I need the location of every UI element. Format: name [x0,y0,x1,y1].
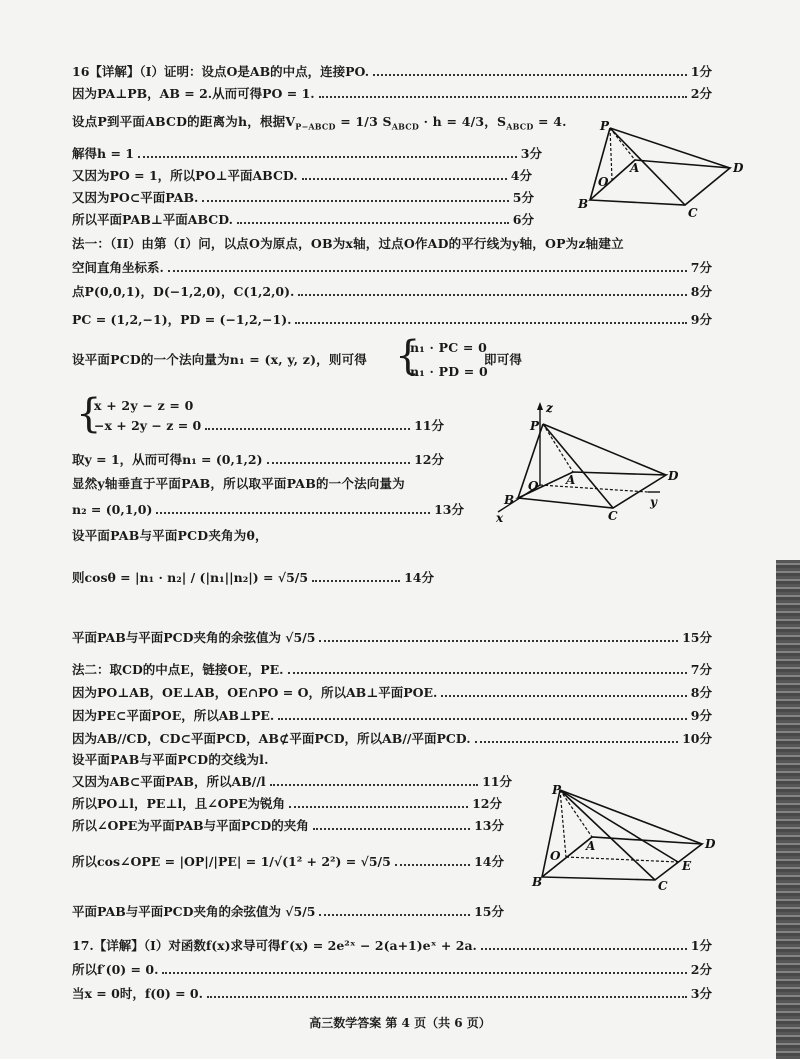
leader-dots [313,828,470,830]
leader-dots [278,718,687,720]
line-29 [72,902,504,920]
score-4: 4分 [510,168,532,183]
line-7-text: 所以平面PAB⊥平面ABCD. [72,212,233,227]
score-11: 11分 [414,418,444,433]
fig1-label-D: D [733,161,744,175]
line-3-rest3: = 4. [538,114,567,129]
score-m2-9: 9分 [690,708,712,723]
line-18 [72,568,434,586]
line-12 [72,352,367,368]
line-2-text: 因为PA⊥PB，AB = 2.从而可得PO = 1. [72,86,315,101]
fig1-label-B: B [578,197,589,211]
line-31-text: 所以f′(0) = 0. [72,962,159,977]
line-28 [72,852,504,870]
pyramid-figure-3 [530,782,720,896]
score-17-3: 3分 [690,986,712,1001]
leader-dots [138,156,517,158]
fig2-label-y: y [650,495,657,509]
line-21 [72,683,712,701]
line-17: 设平面PAB与平面PCD夹角为θ， [72,528,268,543]
brace-2: { [76,391,102,437]
line-27-text: 所以∠OPE为平面PAB与平面PCD的夹角 [72,818,309,833]
score-17-2: 2分 [690,962,712,977]
leader-dots [475,741,679,743]
line-32 [72,984,712,1002]
fig2-label-z: z [546,401,553,415]
line-3-sub3: ABCD [506,121,534,132]
leader-dots [267,462,411,464]
leader-dots [395,864,470,866]
line-23 [72,729,712,747]
leader-dots [205,428,410,430]
line-8: 法一：（II）由第（I）问，以点O为原点，OB为x轴，过点O作AD的平行线为y轴，OP为z轴建立 [72,236,624,251]
fig2-label-B: B [504,493,515,507]
score-m2-12: 12分 [472,796,502,811]
fig2-label-A: A [566,473,576,487]
score-m2-11: 11分 [482,774,512,789]
line-3-sub2: ABCD [391,121,419,132]
line-21-text: 因为PO⊥AB，OE⊥AB，OE∩PO = O，所以AB⊥平面POE. [72,685,438,700]
fig2-label-O: O [528,479,539,493]
line-26-text: 所以PO⊥l，PE⊥l，且∠OPE为锐角 [72,796,286,811]
leader-dots [319,96,687,98]
fig3-label-D: D [705,837,716,851]
fig1-label-P: P [600,120,610,133]
fig2-label-C: C [608,509,618,523]
line-31 [72,960,712,978]
leader-dots [312,580,400,582]
line-20-text: 法二：取CD的中点E，链接OE，PE. [72,662,284,677]
page-footer: 高三数学答案 第 4 页（共 6 页） [309,1016,491,1030]
score-5: 5分 [512,190,534,205]
leader-dots [373,74,687,76]
line-3-sub: P−ABCD [295,121,336,132]
scan-edge-shadow [776,560,800,1059]
line-14 [72,450,444,468]
leader-dots [237,222,509,224]
leader-dots [289,806,468,808]
line-22 [72,706,712,724]
line-23-text: 因为AB//CD，CD⊂平面PCD，AB⊄平面PCD，所以AB//平面PCD. [72,731,471,746]
line-27 [72,816,504,834]
leader-dots [319,640,678,642]
line-6 [72,188,534,206]
line-2 [72,84,712,102]
score-15: 15分 [682,630,712,645]
line-20 [72,660,712,678]
score-m2-8: 8分 [690,685,712,700]
score-m2-15: 15分 [474,904,504,919]
fig2-label-P: P [530,419,540,433]
fig3-label-A: A [586,839,596,853]
line-6-text: 又因为PO⊂平面PAB. [72,190,199,205]
line-12-text: 设平面PCD的一个法向量为n₁ = (x, y, z)，则可得 [72,352,367,367]
line-10 [72,282,712,300]
line-5 [72,166,532,184]
line-1 [72,62,712,80]
line-3-rest: = 1/3 S [340,114,392,129]
system-1-eq2: n₁ · PD = 0 [410,364,488,379]
line-13 [94,416,444,434]
pyramid-figure-2 [488,400,688,529]
line-3 [72,114,567,135]
score-9: 9分 [690,312,712,327]
fig3-label-O: O [550,849,561,863]
line-14-text: 取y = 1，从而可得n₁ = (0,1,2) [72,452,263,467]
leader-dots [156,512,430,514]
leader-dots [202,200,508,202]
leader-dots [481,948,687,950]
line-16-text: n₂ = (0,1,0) [72,502,153,517]
score-14: 14分 [404,570,434,585]
fig3-label-E: E [682,859,692,873]
line-9 [72,258,712,276]
fig3-label-P: P [552,783,562,797]
score-m2-14: 14分 [474,854,504,869]
line-16 [72,500,464,518]
line-19 [72,628,712,646]
line-30 [72,936,712,954]
line-26 [72,794,502,812]
fig3-label-C: C [658,879,668,892]
leader-dots [302,178,507,180]
fig2-label-D: D [668,469,679,483]
leader-dots [162,972,686,974]
line-24: 设平面PAB与平面PCD的交线为l. [72,752,269,767]
score-6: 6分 [512,212,534,227]
line-11-text: PC = (1,2,−1)，PD = (−1,2,−1). [72,312,292,327]
score-7: 7分 [690,260,712,275]
line-19-text: 平面PAB与平面PCD夹角的余弦值为 √5/5 [72,630,316,645]
line-32-text: 当x = 0时，f(0) = 0. [72,986,203,1001]
fig3-label-B: B [532,875,543,889]
score-1: 1分 [690,64,712,79]
line-25 [72,772,512,790]
score-8: 8分 [690,284,712,299]
line-22-text: 因为PE⊂平面POE，所以AB⊥PE. [72,708,275,723]
line-11 [72,310,712,328]
line-5-text: 又因为PO = 1，所以PO⊥平面ABCD. [72,168,298,183]
score-3: 3分 [520,146,542,161]
leader-dots [319,914,470,916]
leader-dots [295,322,686,324]
leader-dots [441,695,686,697]
score-12: 12分 [414,452,444,467]
score-m2-10: 10分 [682,731,712,746]
leader-dots [207,996,687,998]
line-15: 显然y轴垂直于平面PAB，所以取平面PAB的一个法向量为 [72,476,405,491]
score-17-1: 1分 [690,938,712,953]
score-2: 2分 [690,86,712,101]
score-m2-7: 7分 [690,662,712,677]
system-1-eq1: n₁ · PC = 0 [410,340,488,355]
line-29-text: 平面PAB与平面PCD夹角的余弦值为 √5/5 [72,904,316,919]
fig1-label-O: O [598,175,609,189]
line-3-text: 设点P到平面ABCD的距离为h，根据V [72,114,296,129]
line-30-text: 17.【详解】（I）对函数f(x)求导可得f′(x) = 2e²ˣ − 2(a+1)eˣ + 2a. [72,938,477,953]
line-18-text: 则cosθ = |n₁ · n₂| / (|n₁||n₂|) = √5/5 [72,570,309,585]
fig2-label-x: x [496,511,504,525]
fig1-label-C: C [688,206,698,220]
line-7 [72,210,534,228]
line-25-text: 又因为AB⊂平面PAB，所以AB//l [72,774,266,789]
fig1-label-A: A [630,161,640,175]
line-9-text: 空间直角坐标系. [72,260,164,275]
score-m2-13: 13分 [474,818,504,833]
line-1-text: 16【详解】（I）证明：设点O是AB的中点，连接PO. [72,64,370,79]
leader-dots [270,784,478,786]
brace-1: { [395,333,421,379]
line-3-rest2: · h = 4/3，S [423,114,507,129]
system-2-eq2: −x + 2y − z = 0 [94,418,202,433]
pyramid-figure-1 [570,120,750,224]
line-4 [72,144,542,162]
system-2-eq1: x + 2y − z = 0 [94,398,194,413]
leader-dots [298,294,686,296]
leader-dots [288,672,687,674]
line-10-text: 点P(0,0,1)，D(−1,2,0)，C(1,2,0). [72,284,295,299]
score-13: 13分 [434,502,464,517]
line-28-text: 所以cos∠OPE = |OP|/|PE| = 1/√(1² + 2²) = √5/5 [72,854,391,869]
leader-dots [168,270,687,272]
line-4-text: 解得h = 1 [72,146,134,161]
line-12-tail: 即可得 [484,352,523,367]
